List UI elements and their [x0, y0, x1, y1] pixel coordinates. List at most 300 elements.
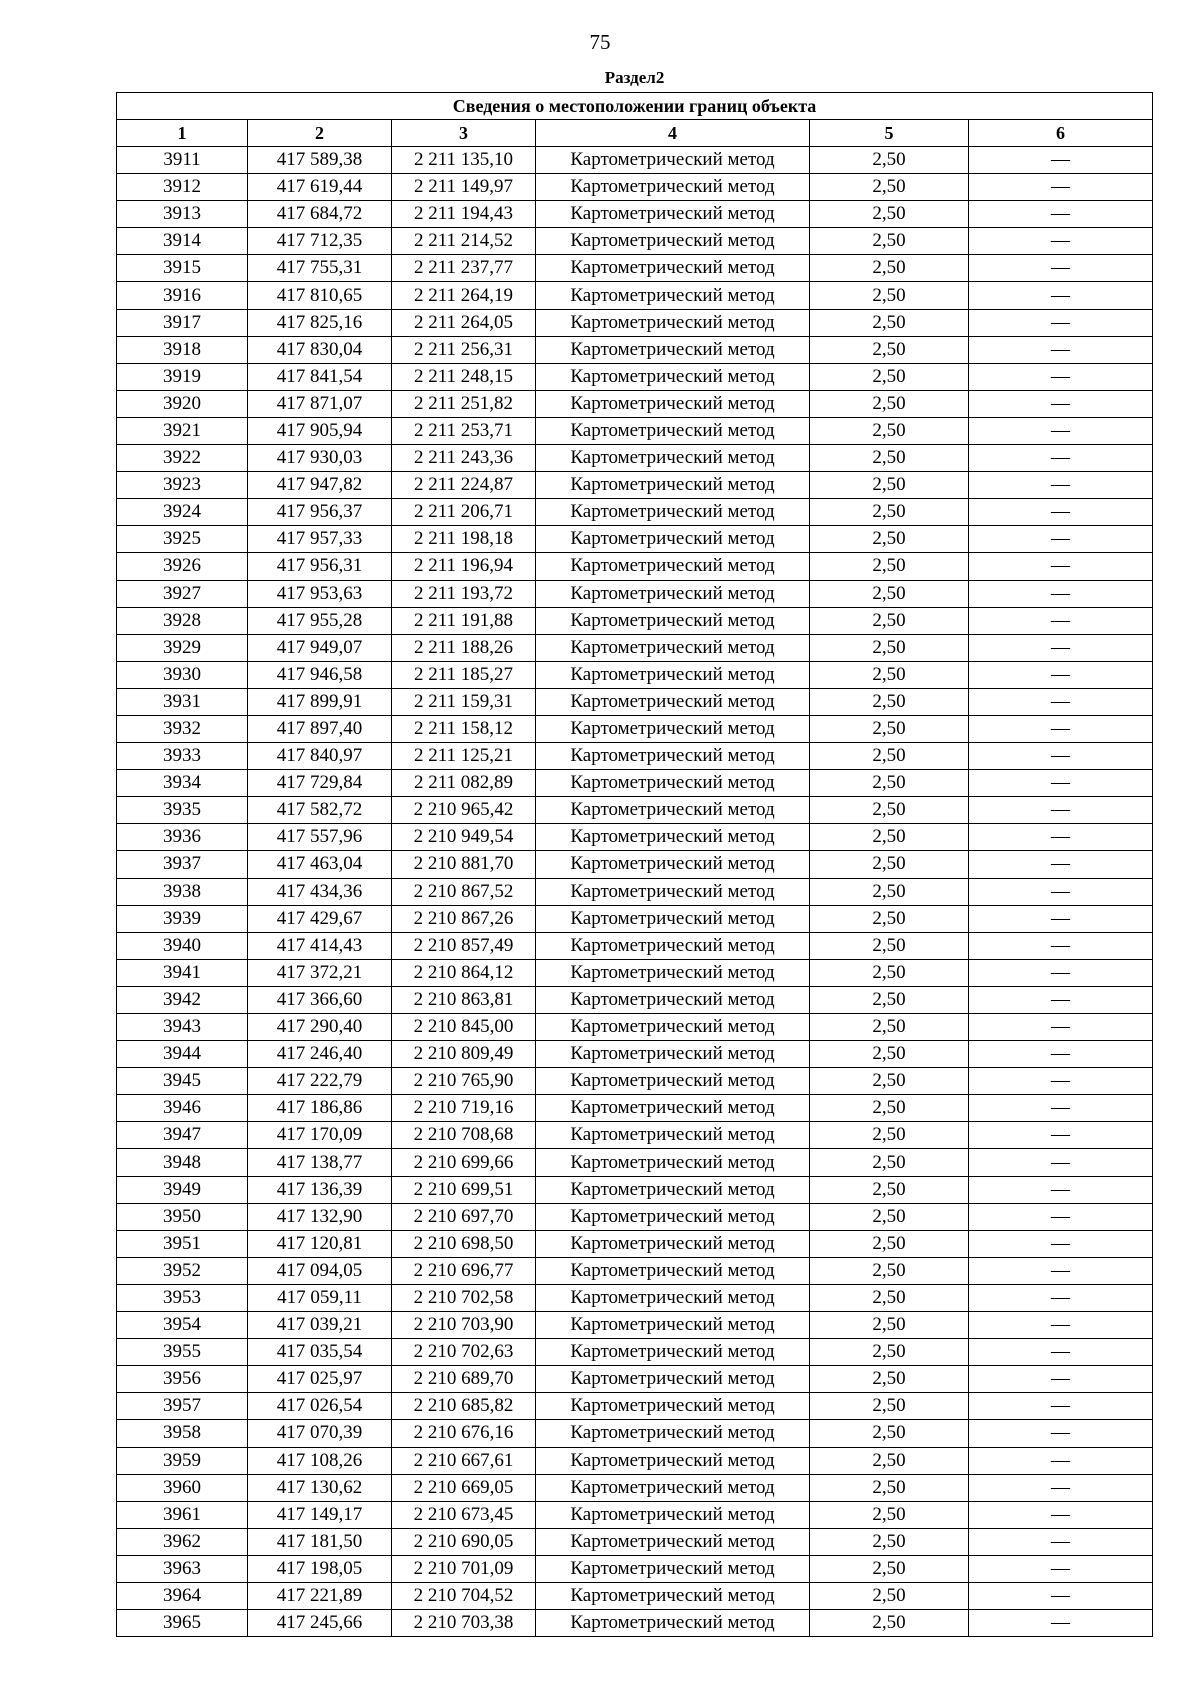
method-cell: Картометрический метод	[536, 1501, 810, 1528]
point-number-cell: 3929	[117, 634, 248, 661]
method-cell: Картометрический метод	[536, 607, 810, 634]
table-row	[117, 1610, 1153, 1637]
table-title-row	[117, 93, 1153, 120]
table-row	[117, 472, 1153, 499]
table-row	[117, 255, 1153, 282]
point-number-cell: 3961	[117, 1501, 248, 1528]
table-row	[117, 1068, 1153, 1095]
description-cell: —	[969, 634, 1153, 661]
description-cell: —	[969, 282, 1153, 309]
description-cell: —	[969, 1041, 1153, 1068]
y-coordinate-cell: 2 210 845,00	[392, 1014, 536, 1041]
table-row	[117, 1149, 1153, 1176]
point-number-cell: 3953	[117, 1284, 248, 1311]
x-coordinate-cell: 417 930,03	[248, 445, 392, 472]
accuracy-cell: 2,50	[810, 1041, 969, 1068]
description-cell: —	[969, 1610, 1153, 1637]
point-number-cell: 3939	[117, 905, 248, 932]
x-coordinate-cell: 417 181,50	[248, 1528, 392, 1555]
method-cell: Картометрический метод	[536, 363, 810, 390]
table-row	[117, 851, 1153, 878]
table-row	[117, 1014, 1153, 1041]
y-coordinate-cell: 2 210 676,16	[392, 1420, 536, 1447]
point-number-cell: 3965	[117, 1610, 248, 1637]
accuracy-cell: 2,50	[810, 580, 969, 607]
accuracy-cell: 2,50	[810, 147, 969, 174]
table-row	[117, 1474, 1153, 1501]
column-header: 1	[117, 120, 248, 147]
accuracy-cell: 2,50	[810, 1122, 969, 1149]
accuracy-cell: 2,50	[810, 472, 969, 499]
x-coordinate-cell: 417 684,72	[248, 201, 392, 228]
table-row	[117, 499, 1153, 526]
method-cell: Картометрический метод	[536, 688, 810, 715]
accuracy-cell: 2,50	[810, 1284, 969, 1311]
table-row	[117, 1095, 1153, 1122]
description-cell: —	[969, 390, 1153, 417]
y-coordinate-cell: 2 211 206,71	[392, 499, 536, 526]
table-title: Сведения о местоположении границ объекта	[117, 93, 1153, 120]
table-row	[117, 147, 1153, 174]
accuracy-cell: 2,50	[810, 228, 969, 255]
point-number-cell: 3950	[117, 1203, 248, 1230]
method-cell: Картометрический метод	[536, 932, 810, 959]
x-coordinate-cell: 417 221,89	[248, 1582, 392, 1609]
accuracy-cell: 2,50	[810, 1474, 969, 1501]
x-coordinate-cell: 417 619,44	[248, 174, 392, 201]
y-coordinate-cell: 2 211 135,10	[392, 147, 536, 174]
accuracy-cell: 2,50	[810, 634, 969, 661]
y-coordinate-cell: 2 211 185,27	[392, 661, 536, 688]
method-cell: Картометрический метод	[536, 499, 810, 526]
x-coordinate-cell: 417 130,62	[248, 1474, 392, 1501]
x-coordinate-cell: 417 414,43	[248, 932, 392, 959]
accuracy-cell: 2,50	[810, 1447, 969, 1474]
table-row	[117, 932, 1153, 959]
description-cell: —	[969, 1312, 1153, 1339]
y-coordinate-cell: 2 210 765,90	[392, 1068, 536, 1095]
description-cell: —	[969, 147, 1153, 174]
table-row	[117, 1420, 1153, 1447]
table-row	[117, 282, 1153, 309]
method-cell: Картометрический метод	[536, 1095, 810, 1122]
y-coordinate-cell: 2 210 703,38	[392, 1610, 536, 1637]
x-coordinate-cell: 417 729,84	[248, 770, 392, 797]
y-coordinate-cell: 2 211 251,82	[392, 390, 536, 417]
method-cell: Картометрический метод	[536, 1312, 810, 1339]
accuracy-cell: 2,50	[810, 390, 969, 417]
x-coordinate-cell: 417 953,63	[248, 580, 392, 607]
x-coordinate-cell: 417 120,81	[248, 1230, 392, 1257]
y-coordinate-cell: 2 210 699,51	[392, 1176, 536, 1203]
x-coordinate-cell: 417 132,90	[248, 1203, 392, 1230]
column-header: 5	[810, 120, 969, 147]
description-cell: —	[969, 1068, 1153, 1095]
point-number-cell: 3920	[117, 390, 248, 417]
description-cell: —	[969, 1203, 1153, 1230]
method-cell: Картометрический метод	[536, 553, 810, 580]
table-row	[117, 1582, 1153, 1609]
point-number-cell: 3960	[117, 1474, 248, 1501]
description-cell: —	[969, 526, 1153, 553]
x-coordinate-cell: 417 557,96	[248, 824, 392, 851]
accuracy-cell: 2,50	[810, 255, 969, 282]
method-cell: Картометрический метод	[536, 1447, 810, 1474]
point-number-cell: 3931	[117, 688, 248, 715]
accuracy-cell: 2,50	[810, 309, 969, 336]
x-coordinate-cell: 417 070,39	[248, 1420, 392, 1447]
method-cell: Картометрический метод	[536, 770, 810, 797]
y-coordinate-cell: 2 210 689,70	[392, 1366, 536, 1393]
y-coordinate-cell: 2 211 256,31	[392, 336, 536, 363]
y-coordinate-cell: 2 211 149,97	[392, 174, 536, 201]
table-row	[117, 526, 1153, 553]
method-cell: Картометрический метод	[536, 1420, 810, 1447]
description-cell: —	[969, 1582, 1153, 1609]
accuracy-cell: 2,50	[810, 1555, 969, 1582]
table-row	[117, 661, 1153, 688]
description-cell: —	[969, 1447, 1153, 1474]
y-coordinate-cell: 2 210 881,70	[392, 851, 536, 878]
point-number-cell: 3930	[117, 661, 248, 688]
x-coordinate-cell: 417 830,04	[248, 336, 392, 363]
point-number-cell: 3937	[117, 851, 248, 878]
accuracy-cell: 2,50	[810, 1339, 969, 1366]
point-number-cell: 3959	[117, 1447, 248, 1474]
method-cell: Картометрический метод	[536, 1230, 810, 1257]
accuracy-cell: 2,50	[810, 824, 969, 851]
y-coordinate-cell: 2 210 698,50	[392, 1230, 536, 1257]
point-number-cell: 3912	[117, 174, 248, 201]
table-row	[117, 1447, 1153, 1474]
x-coordinate-cell: 417 463,04	[248, 851, 392, 878]
table-row	[117, 336, 1153, 363]
x-coordinate-cell: 417 186,86	[248, 1095, 392, 1122]
table-row	[117, 1393, 1153, 1420]
description-cell: —	[969, 715, 1153, 742]
table-row	[117, 1041, 1153, 1068]
description-cell: —	[969, 932, 1153, 959]
table-row	[117, 417, 1153, 444]
description-cell: —	[969, 1095, 1153, 1122]
method-cell: Картометрический метод	[536, 580, 810, 607]
accuracy-cell: 2,50	[810, 174, 969, 201]
y-coordinate-cell: 2 211 191,88	[392, 607, 536, 634]
table-row	[117, 1555, 1153, 1582]
accuracy-cell: 2,50	[810, 797, 969, 824]
accuracy-cell: 2,50	[810, 932, 969, 959]
y-coordinate-cell: 2 211 224,87	[392, 472, 536, 499]
description-cell: —	[969, 309, 1153, 336]
accuracy-cell: 2,50	[810, 1230, 969, 1257]
point-number-cell: 3926	[117, 553, 248, 580]
description-cell: —	[969, 824, 1153, 851]
point-number-cell: 3913	[117, 201, 248, 228]
point-number-cell: 3944	[117, 1041, 248, 1068]
y-coordinate-cell: 2 210 701,09	[392, 1555, 536, 1582]
y-coordinate-cell: 2 210 669,05	[392, 1474, 536, 1501]
column-header: 4	[536, 120, 810, 147]
x-coordinate-cell: 417 905,94	[248, 417, 392, 444]
y-coordinate-cell: 2 210 867,26	[392, 905, 536, 932]
y-coordinate-cell: 2 210 673,45	[392, 1501, 536, 1528]
description-cell: —	[969, 878, 1153, 905]
y-coordinate-cell: 2 210 685,82	[392, 1393, 536, 1420]
table-row	[117, 824, 1153, 851]
y-coordinate-cell: 2 211 082,89	[392, 770, 536, 797]
x-coordinate-cell: 417 589,38	[248, 147, 392, 174]
table-row	[117, 553, 1153, 580]
accuracy-cell: 2,50	[810, 715, 969, 742]
description-cell: —	[969, 1230, 1153, 1257]
method-cell: Картометрический метод	[536, 986, 810, 1013]
x-coordinate-cell: 417 947,82	[248, 472, 392, 499]
x-coordinate-cell: 417 899,91	[248, 688, 392, 715]
x-coordinate-cell: 417 372,21	[248, 959, 392, 986]
y-coordinate-cell: 2 211 125,21	[392, 743, 536, 770]
description-cell: —	[969, 1339, 1153, 1366]
boundary-coordinates-table	[116, 68, 1153, 1637]
x-coordinate-cell: 417 841,54	[248, 363, 392, 390]
point-number-cell: 3925	[117, 526, 248, 553]
table-row	[117, 743, 1153, 770]
description-cell: —	[969, 1393, 1153, 1420]
table-row	[117, 634, 1153, 661]
x-coordinate-cell: 417 039,21	[248, 1312, 392, 1339]
column-header: 2	[248, 120, 392, 147]
point-number-cell: 3949	[117, 1176, 248, 1203]
accuracy-cell: 2,50	[810, 526, 969, 553]
table-row	[117, 959, 1153, 986]
description-cell: —	[969, 1528, 1153, 1555]
table-row	[117, 986, 1153, 1013]
x-coordinate-cell: 417 429,67	[248, 905, 392, 932]
x-coordinate-cell: 417 434,36	[248, 878, 392, 905]
x-coordinate-cell: 417 582,72	[248, 797, 392, 824]
accuracy-cell: 2,50	[810, 499, 969, 526]
x-coordinate-cell: 417 035,54	[248, 1339, 392, 1366]
y-coordinate-cell: 2 210 696,77	[392, 1257, 536, 1284]
x-coordinate-cell: 417 957,33	[248, 526, 392, 553]
method-cell: Картометрический метод	[536, 201, 810, 228]
point-number-cell: 3946	[117, 1095, 248, 1122]
y-coordinate-cell: 2 210 719,16	[392, 1095, 536, 1122]
section-row	[117, 80, 1153, 93]
column-header: 3	[392, 120, 536, 147]
description-cell: —	[969, 1284, 1153, 1311]
description-cell: —	[969, 499, 1153, 526]
x-coordinate-cell: 417 059,11	[248, 1284, 392, 1311]
point-number-cell: 3922	[117, 445, 248, 472]
x-coordinate-cell: 417 138,77	[248, 1149, 392, 1176]
accuracy-cell: 2,50	[810, 1420, 969, 1447]
point-number-cell: 3933	[117, 743, 248, 770]
method-cell: Картометрический метод	[536, 1203, 810, 1230]
description-cell: —	[969, 417, 1153, 444]
description-cell: —	[969, 661, 1153, 688]
description-cell: —	[969, 1014, 1153, 1041]
point-number-cell: 3945	[117, 1068, 248, 1095]
accuracy-cell: 2,50	[810, 1014, 969, 1041]
method-cell: Картометрический метод	[536, 1284, 810, 1311]
accuracy-cell: 2,50	[810, 1366, 969, 1393]
accuracy-cell: 2,50	[810, 959, 969, 986]
x-coordinate-cell: 417 026,54	[248, 1393, 392, 1420]
method-cell: Картометрический метод	[536, 1474, 810, 1501]
point-number-cell: 3940	[117, 932, 248, 959]
accuracy-cell: 2,50	[810, 770, 969, 797]
table-row	[117, 1257, 1153, 1284]
x-coordinate-cell: 417 290,40	[248, 1014, 392, 1041]
x-coordinate-cell: 417 025,97	[248, 1366, 392, 1393]
x-coordinate-cell: 417 897,40	[248, 715, 392, 742]
method-cell: Картометрический метод	[536, 255, 810, 282]
y-coordinate-cell: 2 211 194,43	[392, 201, 536, 228]
description-cell: —	[969, 905, 1153, 932]
x-coordinate-cell: 417 222,79	[248, 1068, 392, 1095]
point-number-cell: 3921	[117, 417, 248, 444]
x-coordinate-cell: 417 871,07	[248, 390, 392, 417]
method-cell: Картометрический метод	[536, 1528, 810, 1555]
description-cell: —	[969, 255, 1153, 282]
point-number-cell: 3917	[117, 309, 248, 336]
table-row	[117, 445, 1153, 472]
table-row	[117, 1312, 1153, 1339]
point-number-cell: 3947	[117, 1122, 248, 1149]
accuracy-cell: 2,50	[810, 336, 969, 363]
accuracy-cell: 2,50	[810, 417, 969, 444]
method-cell: Картометрический метод	[536, 526, 810, 553]
point-number-cell: 3932	[117, 715, 248, 742]
method-cell: Картометрический метод	[536, 715, 810, 742]
accuracy-cell: 2,50	[810, 282, 969, 309]
table-row	[117, 770, 1153, 797]
method-cell: Картометрический метод	[536, 1122, 810, 1149]
accuracy-cell: 2,50	[810, 1068, 969, 1095]
table-row	[117, 1528, 1153, 1555]
point-number-cell: 3911	[117, 147, 248, 174]
y-coordinate-cell: 2 210 702,58	[392, 1284, 536, 1311]
x-coordinate-cell: 417 136,39	[248, 1176, 392, 1203]
table-row	[117, 1284, 1153, 1311]
point-number-cell: 3934	[117, 770, 248, 797]
description-cell: —	[969, 1555, 1153, 1582]
method-cell: Картометрический метод	[536, 390, 810, 417]
x-coordinate-cell: 417 149,17	[248, 1501, 392, 1528]
description-cell: —	[969, 1149, 1153, 1176]
method-cell: Картометрический метод	[536, 1393, 810, 1420]
accuracy-cell: 2,50	[810, 1149, 969, 1176]
description-cell: —	[969, 336, 1153, 363]
y-coordinate-cell: 2 211 243,36	[392, 445, 536, 472]
method-cell: Картометрический метод	[536, 1555, 810, 1582]
y-coordinate-cell: 2 210 704,52	[392, 1582, 536, 1609]
point-number-cell: 3935	[117, 797, 248, 824]
y-coordinate-cell: 2 210 708,68	[392, 1122, 536, 1149]
y-coordinate-cell: 2 211 214,52	[392, 228, 536, 255]
method-cell: Картометрический метод	[536, 228, 810, 255]
accuracy-cell: 2,50	[810, 363, 969, 390]
method-cell: Картометрический метод	[536, 851, 810, 878]
point-number-cell: 3915	[117, 255, 248, 282]
description-cell: —	[969, 1257, 1153, 1284]
description-cell: —	[969, 472, 1153, 499]
y-coordinate-cell: 2 211 158,12	[392, 715, 536, 742]
description-cell: —	[969, 363, 1153, 390]
description-cell: —	[969, 1176, 1153, 1203]
table-row	[117, 1230, 1153, 1257]
y-coordinate-cell: 2 210 965,42	[392, 797, 536, 824]
method-cell: Картометрический метод	[536, 472, 810, 499]
description-cell: —	[969, 851, 1153, 878]
method-cell: Картометрический метод	[536, 1339, 810, 1366]
column-header-row	[117, 120, 1153, 147]
table-row	[117, 580, 1153, 607]
point-number-cell: 3962	[117, 1528, 248, 1555]
y-coordinate-cell: 2 210 857,49	[392, 932, 536, 959]
column-header: 6	[969, 120, 1153, 147]
description-cell: —	[969, 1501, 1153, 1528]
table-row	[117, 878, 1153, 905]
method-cell: Картометрический метод	[536, 309, 810, 336]
table-row	[117, 309, 1153, 336]
description-cell: —	[969, 580, 1153, 607]
method-cell: Картометрический метод	[536, 661, 810, 688]
y-coordinate-cell: 2 210 667,61	[392, 1447, 536, 1474]
y-coordinate-cell: 2 211 264,19	[392, 282, 536, 309]
method-cell: Картометрический метод	[536, 797, 810, 824]
point-number-cell: 3938	[117, 878, 248, 905]
accuracy-cell: 2,50	[810, 1176, 969, 1203]
y-coordinate-cell: 2 211 237,77	[392, 255, 536, 282]
y-coordinate-cell: 2 211 193,72	[392, 580, 536, 607]
section-label: Раздел2	[604, 68, 665, 87]
description-cell: —	[969, 1474, 1153, 1501]
point-number-cell: 3948	[117, 1149, 248, 1176]
point-number-cell: 3918	[117, 336, 248, 363]
y-coordinate-cell: 2 210 864,12	[392, 959, 536, 986]
description-cell: —	[969, 797, 1153, 824]
x-coordinate-cell: 417 366,60	[248, 986, 392, 1013]
description-cell: —	[969, 959, 1153, 986]
description-cell: —	[969, 1420, 1153, 1447]
point-number-cell: 3952	[117, 1257, 248, 1284]
description-cell: —	[969, 201, 1153, 228]
description-cell: —	[969, 1122, 1153, 1149]
y-coordinate-cell: 2 211 198,18	[392, 526, 536, 553]
description-cell: —	[969, 607, 1153, 634]
point-number-cell: 3928	[117, 607, 248, 634]
accuracy-cell: 2,50	[810, 1393, 969, 1420]
method-cell: Картометрический метод	[536, 1176, 810, 1203]
y-coordinate-cell: 2 210 690,05	[392, 1528, 536, 1555]
accuracy-cell: 2,50	[810, 1257, 969, 1284]
x-coordinate-cell: 417 840,97	[248, 743, 392, 770]
method-cell: Картометрический метод	[536, 634, 810, 661]
method-cell: Картометрический метод	[536, 1041, 810, 1068]
x-coordinate-cell: 417 170,09	[248, 1122, 392, 1149]
description-cell: —	[969, 174, 1153, 201]
x-coordinate-cell: 417 956,31	[248, 553, 392, 580]
method-cell: Картометрический метод	[536, 1257, 810, 1284]
x-coordinate-cell: 417 108,26	[248, 1447, 392, 1474]
x-coordinate-cell: 417 094,05	[248, 1257, 392, 1284]
point-number-cell: 3963	[117, 1555, 248, 1582]
y-coordinate-cell: 2 211 188,26	[392, 634, 536, 661]
accuracy-cell: 2,50	[810, 743, 969, 770]
accuracy-cell: 2,50	[810, 851, 969, 878]
accuracy-cell: 2,50	[810, 1610, 969, 1637]
